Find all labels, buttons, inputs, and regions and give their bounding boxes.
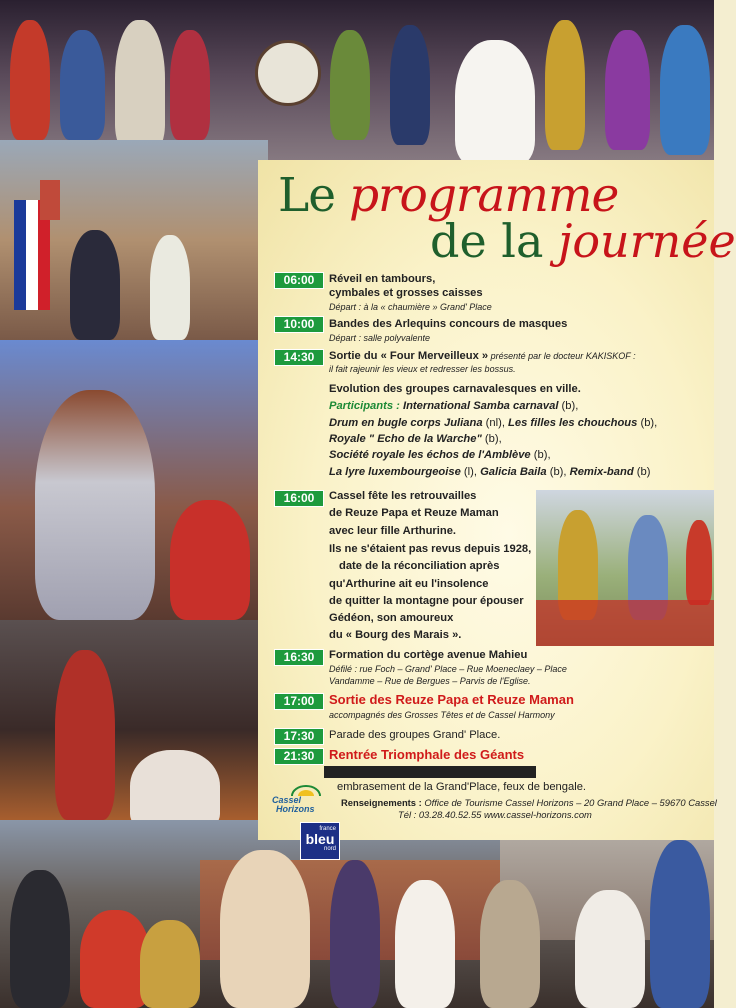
contact-phone: Tél : 03.28.40.52.55 www.cassel-horizons.com	[398, 809, 592, 820]
detail-text: : à la « chaumière » Grand' Place	[356, 302, 492, 312]
event-line: qu'Arthurine ait eu l'insolence	[329, 578, 489, 590]
participant-country: (b),	[637, 417, 658, 429]
contact-label: Renseignements :	[341, 797, 422, 808]
participants-label: Participants :	[329, 400, 400, 412]
page-title-line2	[430, 214, 736, 268]
event-line: cymbales et grosses caisses	[329, 287, 483, 299]
time-badge: 17:30	[274, 728, 324, 745]
cassel-logo-line2: Horizons	[276, 804, 315, 814]
participant-country: (nl),	[482, 417, 509, 429]
participant: Galicia Baila	[480, 466, 547, 478]
participant: Les filles les chouchous	[508, 417, 638, 429]
giants-photo	[536, 490, 714, 646]
participants-line	[329, 465, 650, 479]
event-line: de quitter la montagne pour épouser	[329, 595, 524, 607]
event-line: Parade des groupes Grand' Place.	[329, 729, 501, 741]
event-line: Cassel fête les retrouvailles	[329, 490, 477, 502]
event-line: du « Bourg des Marais ».	[329, 629, 462, 641]
title2-prefix: de la	[430, 214, 559, 268]
event-detail: il fait rajeunir les vieux et redresser les bossus.	[329, 364, 516, 374]
participants-line	[329, 416, 657, 430]
redacted-bar	[324, 766, 536, 778]
event-detail	[329, 302, 492, 313]
event-detail	[329, 333, 430, 344]
event-presenter: présenté par le docteur KAKISKOF :	[488, 351, 636, 361]
time-badge: 21:30	[274, 748, 324, 765]
cassel-horizons-logo	[272, 782, 332, 812]
event-line: embrasement de la Grand'Place, feux de bengale.	[337, 781, 587, 793]
cassel-logo-text	[272, 796, 315, 814]
participants-line	[329, 399, 578, 413]
event-line: de Reuze Papa et Reuze Maman	[329, 507, 499, 519]
event-line: Bandes des Arlequins concours de masques	[329, 318, 568, 330]
event-line: Gédéon, son amoureux	[329, 612, 454, 624]
event-line: avec leur fille Arthurine.	[329, 525, 457, 537]
contact-info	[341, 797, 717, 808]
event-line	[329, 349, 636, 363]
participant: Société royale les échos de l'Amblève	[329, 449, 531, 461]
event-line: Evolution des groupes carnavalesques en ville.	[329, 383, 581, 395]
participant-country: (b),	[546, 466, 570, 478]
event-detail: Vandamme – Rue de Bergues – Parvis de l'Eglise.	[329, 676, 531, 686]
event-line: Ils ne s'étaient pas revus depuis 1928,	[329, 543, 532, 555]
time-badge: 06:00	[274, 272, 324, 289]
event-detail	[329, 664, 567, 675]
title-red-word: programme	[348, 168, 619, 223]
event-highlight: Rentrée Triomphale des Géants	[329, 747, 525, 762]
participant: Remix-band	[569, 466, 634, 478]
detail-text: : salle polyvalente	[356, 333, 431, 343]
detail-label: Départ	[329, 333, 357, 343]
title-prefix: Le	[278, 168, 349, 223]
event-highlight: Sortie des Reuze Papa et Reuze Maman	[329, 692, 574, 707]
street-parade-photo	[0, 820, 714, 1008]
cassel-logo-line1: Cassel	[272, 795, 302, 805]
title2-red-word: journée	[558, 214, 736, 268]
event-line: Réveil en tambours,	[329, 273, 436, 285]
event-title: Sortie du « Four Merveilleux »	[329, 350, 489, 362]
participants-line	[329, 448, 551, 462]
event-line: date de la réconciliation après	[339, 560, 500, 572]
detail-label: Défilé	[329, 664, 353, 674]
radio-big-text: bleu	[305, 831, 335, 847]
time-badge: 16:30	[274, 649, 324, 666]
participant-country: (b),	[481, 433, 502, 445]
time-badge: 14:30	[274, 349, 324, 366]
contact-address: Office de Tourisme Cassel Horizons – 20 Grand Place – 59670 Cassel	[421, 797, 717, 808]
participant-country: (b),	[530, 449, 551, 461]
participant: Royale " Echo de la Warche"	[329, 433, 482, 445]
event-line: Formation du cortège avenue Mahieu	[329, 649, 528, 661]
participant: Drum en bugle corps Juliana	[329, 417, 483, 429]
event-detail: accompagnés des Grosses Têtes et de Cassel Harmony	[329, 710, 555, 720]
participant-country: (b),	[558, 400, 579, 412]
detail-text: : rue Foch – Grand' Place – Rue Moeneclaey – Place	[352, 664, 567, 674]
radio-region-text: nord	[323, 846, 336, 852]
participant: International Samba carnaval	[399, 400, 559, 412]
radio-small-text: france	[319, 826, 336, 832]
time-badge: 17:00	[274, 693, 324, 710]
participant-country: (l),	[460, 466, 481, 478]
participant: La lyre luxembourgeoise	[329, 466, 461, 478]
time-badge: 10:00	[274, 316, 324, 333]
participant-country: (b)	[633, 466, 651, 478]
time-badge: 16:00	[274, 490, 324, 507]
france-bleu-logo	[300, 822, 340, 860]
detail-label: Départ	[329, 302, 357, 312]
giants-collage-photo	[0, 140, 268, 840]
participants-line	[329, 432, 502, 446]
